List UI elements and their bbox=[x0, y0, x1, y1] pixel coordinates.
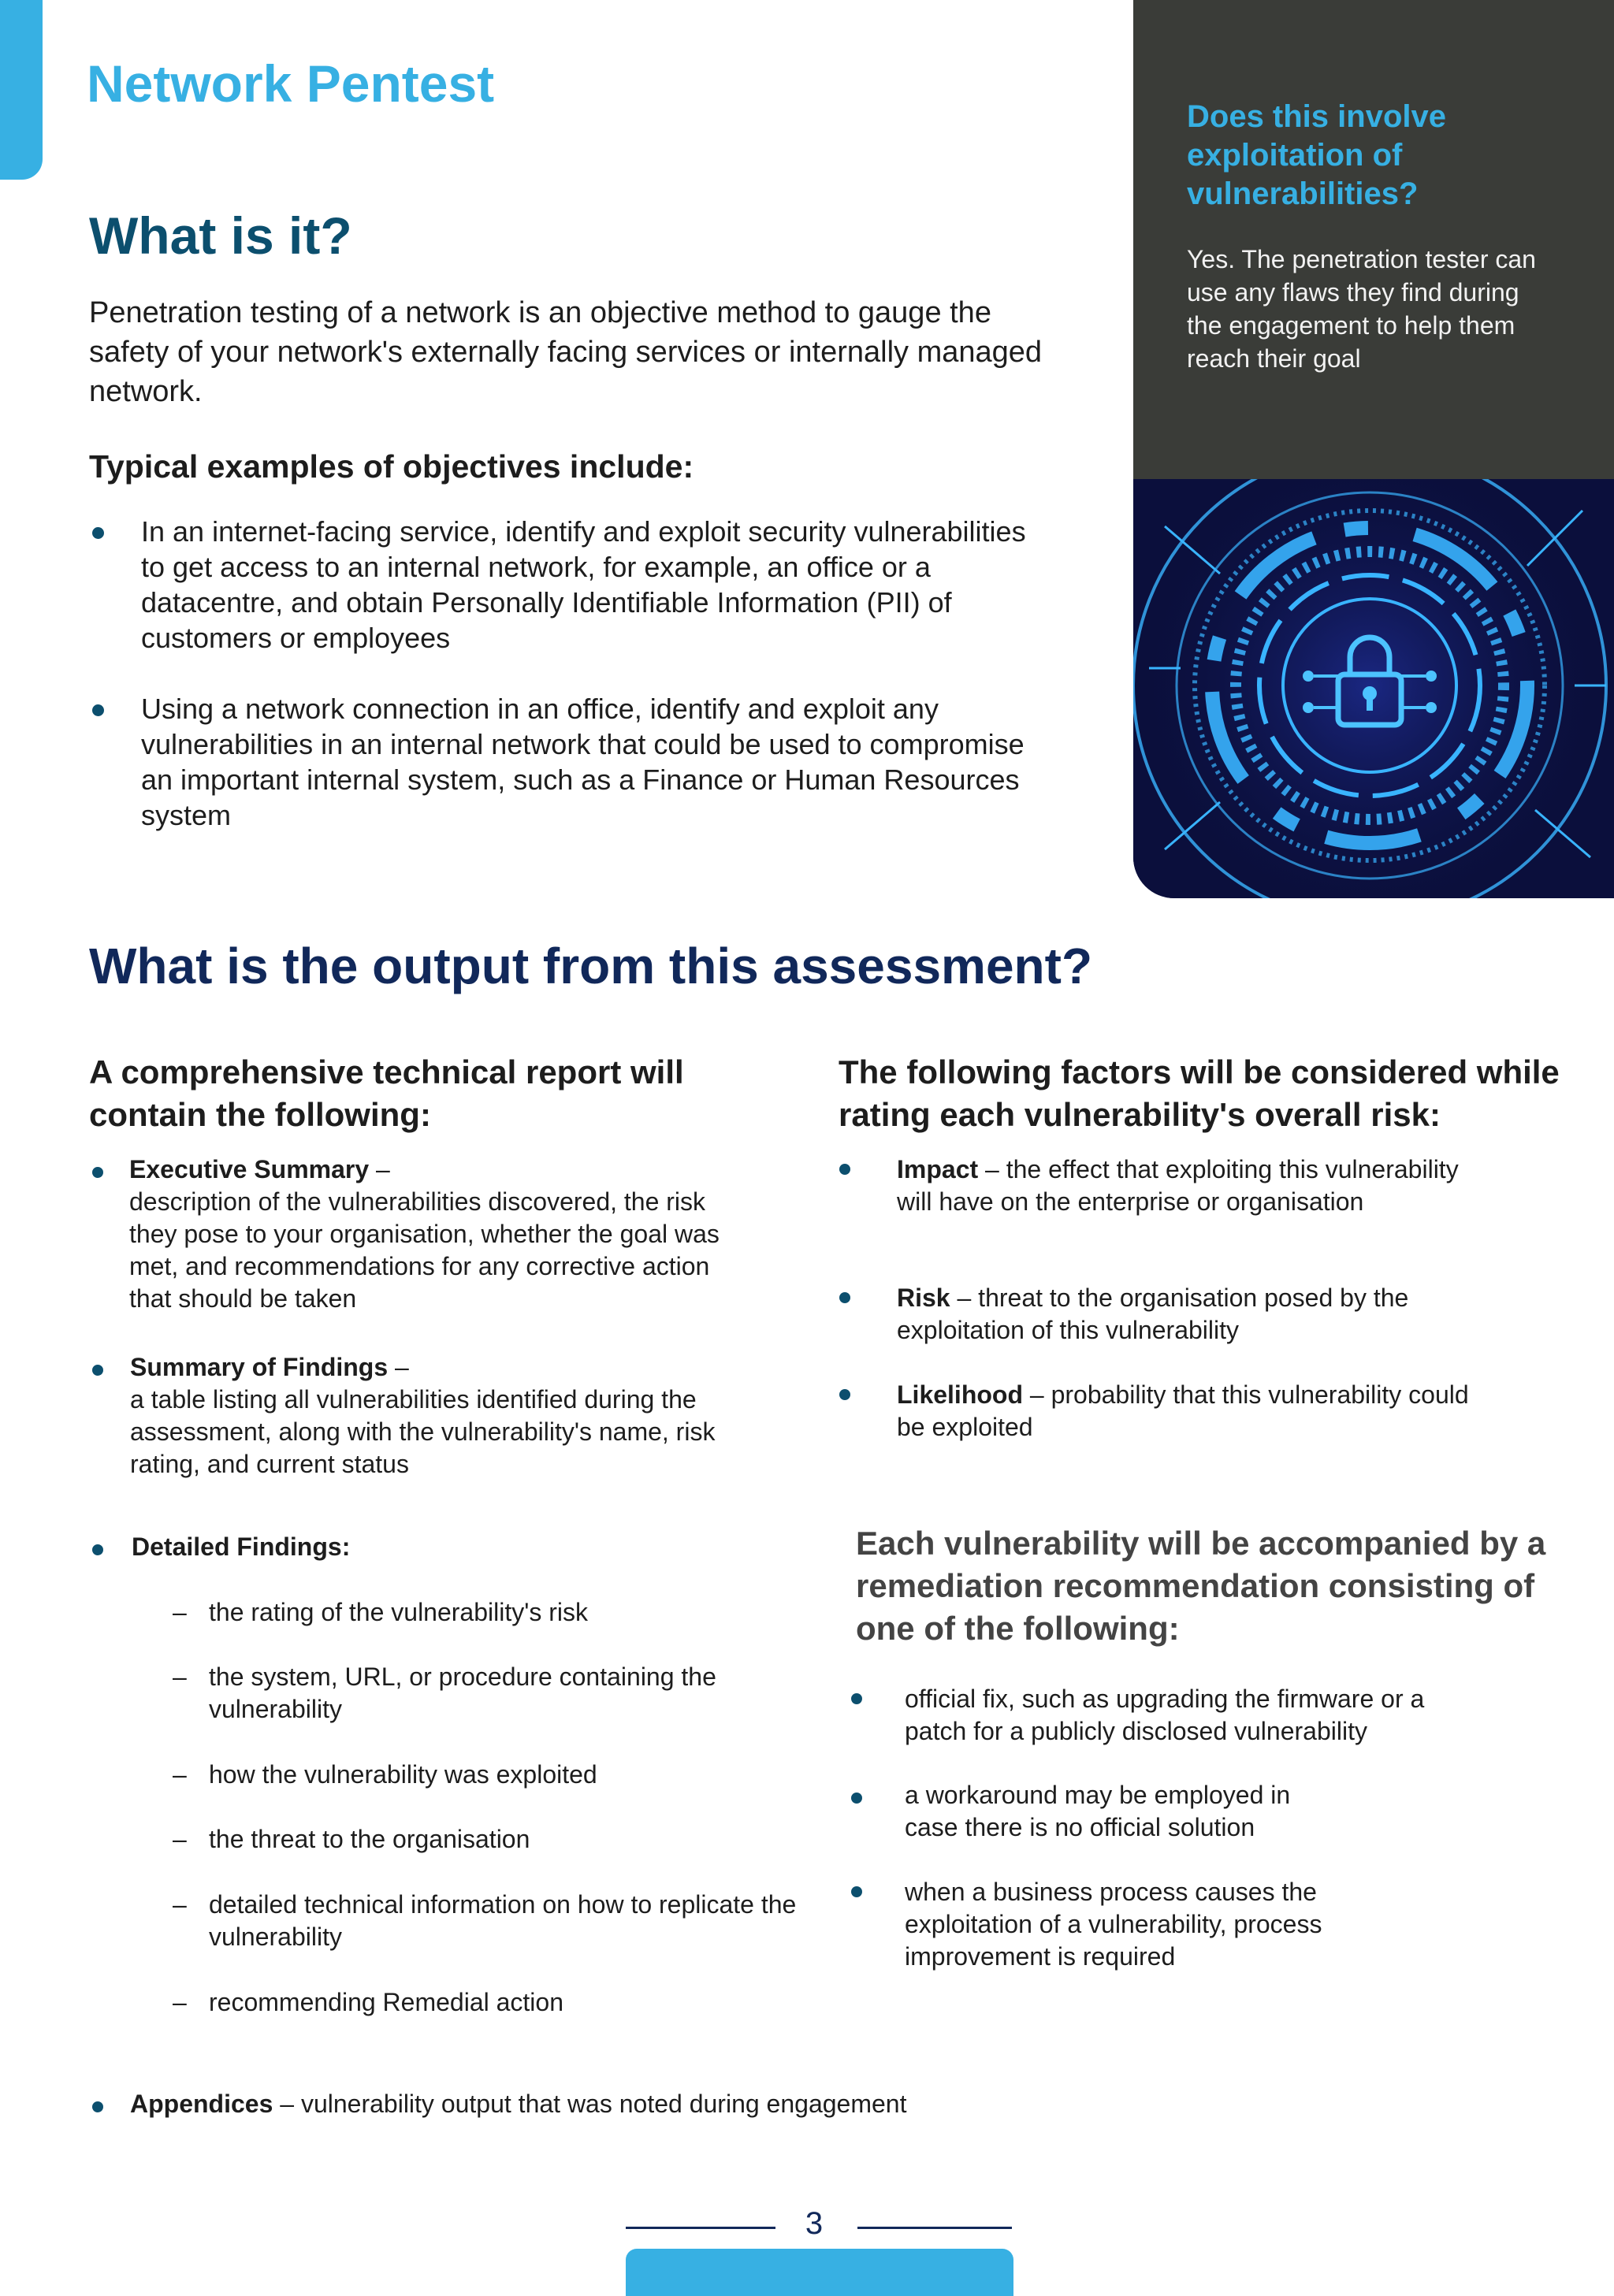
report-item-description: a table listing all vulnerabilities identified during the assessment, along with the vulnerability's name, risk rating, and current status bbox=[130, 1385, 716, 1478]
footer-accent-tab bbox=[626, 2249, 1013, 2296]
report-item-term: Summary of Findings bbox=[130, 1353, 389, 1381]
report-item-term: Detailed Findings: bbox=[132, 1533, 351, 1561]
report-item-description: description of the vulnerabilities discovered, the risk they pose to your organisation, whether the goal was met, and recommendations for any corrective action that should be taken bbox=[129, 1187, 720, 1313]
page-number-rule-right bbox=[857, 2227, 1012, 2229]
header-accent-tab bbox=[0, 0, 43, 180]
report-item-term: Executive Summary bbox=[129, 1155, 370, 1183]
list-item-text: how the vulnerability was exploited bbox=[209, 1760, 597, 1789]
bullet-icon bbox=[92, 1365, 103, 1376]
list-item: – the threat to the organisation bbox=[173, 1825, 530, 1853]
bullet-icon bbox=[92, 1167, 103, 1178]
sidebar-callout bbox=[1133, 0, 1614, 479]
bullet-icon bbox=[839, 1389, 850, 1400]
list-item: – the rating of the vulnerability's risk bbox=[173, 1598, 588, 1626]
list-item: – the system, URL, or procedure containing the vulnerability bbox=[173, 1663, 716, 1723]
factor-term: Likelihood bbox=[897, 1380, 1023, 1409]
report-item-detailed-findings bbox=[132, 1531, 762, 1563]
remediation-item bbox=[905, 1876, 1401, 1973]
list-item-text: detailed technical information on how to replicate the vulnerability bbox=[209, 1890, 797, 1951]
remediation-text: a workaround may be employed in case there is no official solution bbox=[905, 1781, 1291, 1841]
report-item-separator: – bbox=[388, 1353, 409, 1381]
bullet-icon bbox=[839, 1292, 850, 1303]
remediation-text: when a business process causes the exploitation of a vulnerability, process improvement is required bbox=[905, 1878, 1322, 1971]
report-heading: A comprehensive technical report will contain the following: bbox=[89, 1053, 684, 1133]
remediation-text: official fix, such as upgrading the firmware or a patch for a publicly disclosed vulnerability bbox=[905, 1685, 1425, 1745]
bullet-icon bbox=[851, 1693, 862, 1704]
bullet-icon bbox=[92, 527, 104, 539]
list-item-text: recommending Remedial action bbox=[209, 1988, 563, 2016]
list-item-text: the threat to the organisation bbox=[209, 1825, 530, 1853]
bullet-icon bbox=[92, 704, 104, 716]
sidebar-question: Does this involve exploitation of vulnerabilities? bbox=[1187, 99, 1446, 211]
output-heading: What is the output from this assessment? bbox=[89, 938, 1093, 994]
list-item: – recommending Remedial action bbox=[173, 1988, 563, 2016]
examples-list bbox=[89, 514, 1035, 868]
sidebar-answer: Yes. The penetration tester can use any flaws they find during the engagement to help them reach their goal bbox=[1187, 245, 1536, 373]
report-item-executive-summary bbox=[129, 1154, 728, 1315]
report-item-term: Appendices bbox=[130, 2090, 273, 2118]
padlock-circuit-icon bbox=[1133, 479, 1614, 898]
document-title: Network Pentest bbox=[87, 54, 495, 113]
list-item bbox=[89, 514, 1035, 656]
bullet-icon bbox=[839, 1164, 850, 1175]
factor-item-likelihood bbox=[897, 1379, 1480, 1443]
report-item-appendices bbox=[130, 2088, 1076, 2120]
list-item: – how the vulnerability was exploited bbox=[173, 1760, 597, 1789]
list-item-text: In an internet-facing service, identify and exploit security vulnerabilities to get access to an internal network, for example, an office or a datacentre, and obtain Personally Identifiable Information (PII) of customers or employees bbox=[141, 515, 1026, 654]
factor-description: – the effect that exploiting this vulnerability will have on the enterprise or organisation bbox=[897, 1155, 1459, 1216]
list-item bbox=[89, 691, 1035, 833]
factor-term: Risk bbox=[897, 1284, 950, 1312]
bullet-icon bbox=[851, 1886, 862, 1897]
factor-term: Impact bbox=[897, 1155, 979, 1183]
report-item-separator: – bbox=[369, 1155, 390, 1183]
factor-description: – probability that this vulnerability could be exploited bbox=[897, 1380, 1469, 1441]
remediation-item bbox=[905, 1683, 1488, 1748]
bullet-icon bbox=[92, 2101, 103, 2112]
bullet-icon bbox=[92, 1544, 103, 1555]
page-number: 3 bbox=[805, 2206, 824, 2241]
list-item: – detailed technical information on how to replicate the vulnerability bbox=[173, 1890, 797, 1951]
bullet-icon bbox=[851, 1793, 862, 1804]
factors-heading: The following factors will be considered while rating each vulnerability's overall risk: bbox=[839, 1053, 1560, 1133]
factor-item-risk bbox=[897, 1282, 1480, 1347]
remediation-item bbox=[905, 1779, 1346, 1844]
remediation-heading: Each vulnerability will be accompanied by a remediation recommendation consisting of one of the following: bbox=[856, 1525, 1546, 1647]
report-item-description: – vulnerability output that was noted during engagement bbox=[273, 2090, 907, 2118]
report-item-summary-of-findings bbox=[130, 1351, 761, 1481]
factor-description: – threat to the organisation posed by the exploitation of this vulnerability bbox=[897, 1284, 1409, 1344]
page-number-rule-left bbox=[626, 2227, 775, 2229]
factor-item-impact bbox=[897, 1154, 1480, 1218]
what-is-it-heading: What is it? bbox=[89, 206, 352, 265]
examples-heading: Typical examples of objectives include: bbox=[89, 448, 694, 485]
intro-paragraph: Penetration testing of a network is an objective method to gauge the safety of your network's externally facing services or internally managed network. bbox=[89, 296, 1043, 408]
cyber-security-image bbox=[1133, 479, 1614, 898]
list-item-text: Using a network connection in an office, identify and exploit any vulnerabilities in an internal network that could be used to compromise an important internal system, such as a Finance or Human Resources system bbox=[141, 693, 1025, 831]
list-item-text: the system, URL, or procedure containing the vulnerability bbox=[209, 1663, 716, 1723]
list-item-text: the rating of the vulnerability's risk bbox=[209, 1598, 588, 1626]
